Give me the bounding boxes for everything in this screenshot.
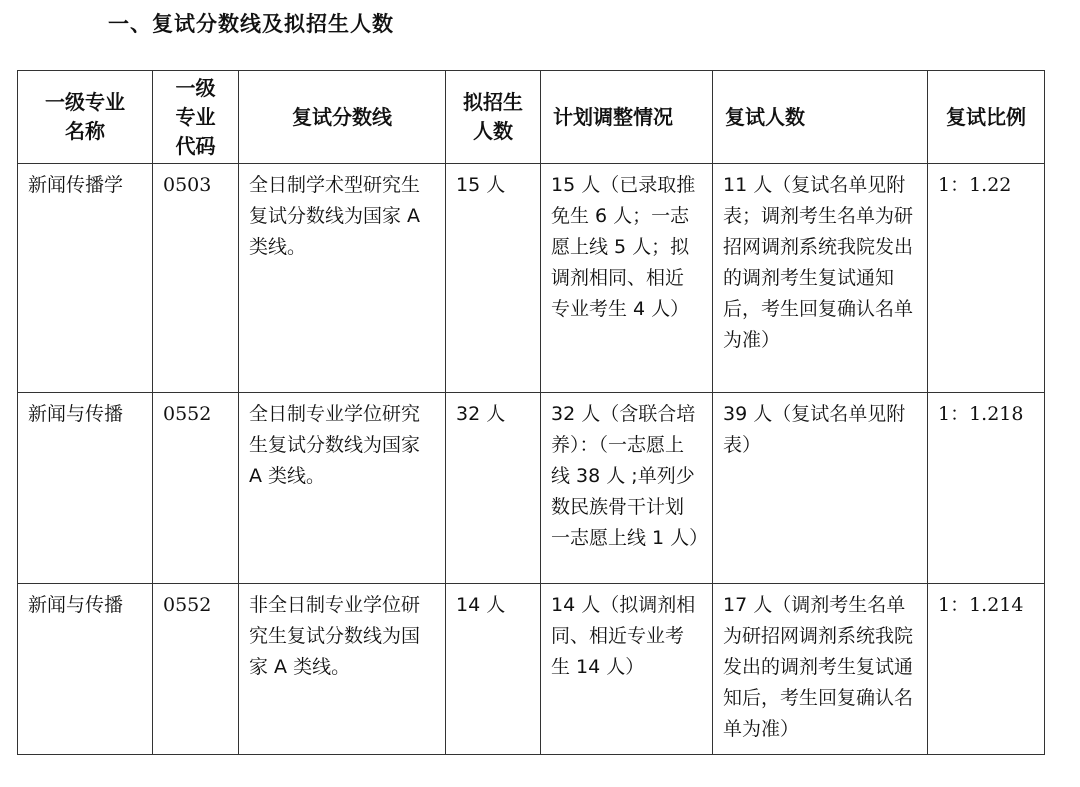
cell-adjust: 14 人（拟调剂相同、相近专业考生 14 人） xyxy=(541,584,713,755)
cell-plan: 32 人 xyxy=(446,393,541,584)
table-row xyxy=(18,393,1045,584)
cell-adjust: 15 人（已录取推免生 6 人；一志愿上线 5 人；拟调剂相同、相近专业考生 4 人） xyxy=(541,164,713,393)
cell-code: 0503 xyxy=(153,164,239,393)
cell-line: 非全日制专业学位研究生复试分数线为国家 A 类线。 xyxy=(239,584,446,755)
cell-ratio: 1：1.214 xyxy=(928,584,1045,755)
header-row xyxy=(18,71,1045,164)
cell-count: 11 人（复试名单见附表；调剂考生名单为研招网调剂系统我院发出的调剂考生复试通知后，考生回复确认名单为准） xyxy=(713,164,928,393)
header-count: 复试人数 xyxy=(713,71,928,164)
cell-name: 新闻与传播 xyxy=(18,393,153,584)
cell-count: 17 人（调剂考生名单为研招网调剂系统我院发出的调剂考生复试通知后，考生回复确认名单为准） xyxy=(713,584,928,755)
table-row xyxy=(18,584,1045,755)
cell-code: 0552 xyxy=(153,584,239,755)
header-ratio: 复试比例 xyxy=(928,71,1045,164)
header-adjust: 计划调整情况 xyxy=(541,71,713,164)
header-code: 一级 专业 代码 xyxy=(153,71,239,164)
admission-table xyxy=(17,70,1045,755)
header-plan: 拟招生 人数 xyxy=(446,71,541,164)
table-row xyxy=(18,164,1045,393)
section-heading: 一、复试分数线及拟招生人数 xyxy=(108,12,394,36)
cell-name: 新闻与传播 xyxy=(18,584,153,755)
cell-count: 39 人（复试名单见附表） xyxy=(713,393,928,584)
cell-adjust: 32 人（含联合培养）：（一志愿上线 38 人 ;单列少数民族骨干计划一志愿上线 1 人） xyxy=(541,393,713,584)
cell-name: 新闻传播学 xyxy=(18,164,153,393)
cell-ratio: 1：1.218 xyxy=(928,393,1045,584)
cell-plan: 14 人 xyxy=(446,584,541,755)
header-line: 复试分数线 xyxy=(239,71,446,164)
cell-line: 全日制专业学位研究生复试分数线为国家 A 类线。 xyxy=(239,393,446,584)
cell-line: 全日制学术型研究生复试分数线为国家 A 类线。 xyxy=(239,164,446,393)
cell-ratio: 1：1.22 xyxy=(928,164,1045,393)
cell-code: 0552 xyxy=(153,393,239,584)
cell-plan: 15 人 xyxy=(446,164,541,393)
header-name: 一级专业 名称 xyxy=(18,71,153,164)
